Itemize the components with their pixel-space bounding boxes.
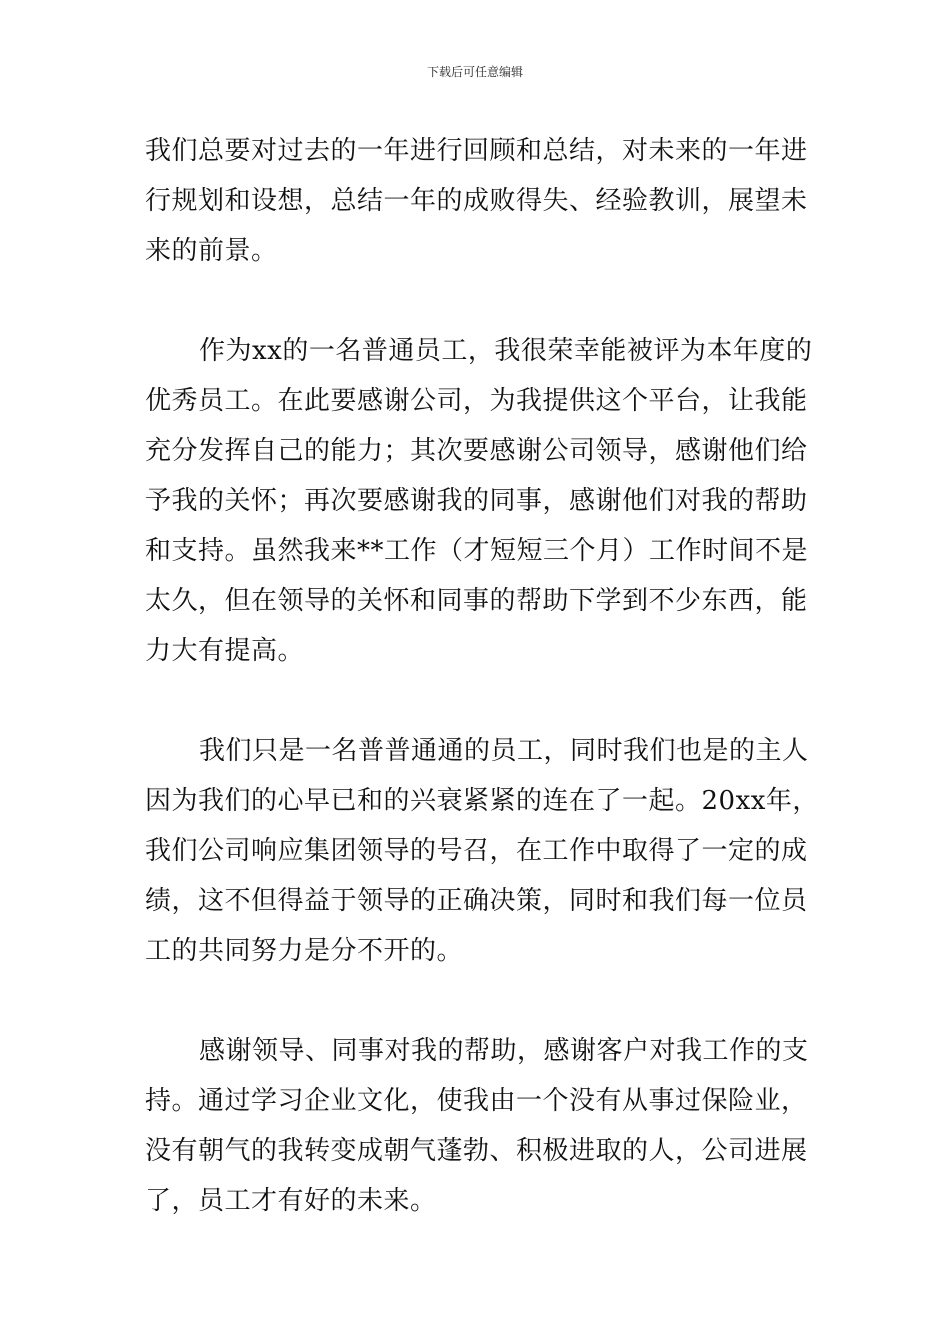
text-line: 予我的关怀；再次要感谢我的同事，感谢他们对我的帮助 [145,486,808,516]
paragraph-spacer [145,976,805,1026]
paragraph-1 [145,126,808,276]
text-line: 没有朝气的我转变成朝气蓬勃、积极进取的人，公司进展 [145,1136,808,1166]
text-line: 感谢领导、同事对我的帮助，感谢客户对我工作的支 [199,1036,809,1066]
text-line: 优秀员工。在此要感谢公司，为我提供这个平台，让我能 [145,386,808,416]
text-line: 行规划和设想，总结一年的成败得失、经验教训，展望未 [145,186,808,216]
page-header: 下载后可任意编辑 [426,65,523,79]
text-line: 力大有提高。 [145,636,305,666]
paragraph-spacer [145,276,805,326]
text-line: 来的前景。 [145,236,278,266]
paragraph-2 [145,326,813,676]
text-line: 工的共同努力是分不开的。 [145,936,464,966]
text-line: 绩，这不但得益于领导的正确决策，同时和我们每一位员 [145,886,808,916]
paragraph-3 [145,726,819,976]
text-line: 我们总要对过去的一年进行回顾和总结，对未来的一年进 [145,136,808,166]
text-line: 了，员工才有好的未来。 [145,1186,437,1216]
text-line: 因为我们的心早已和的兴衰紧紧的连在了一起。20xx年， [145,786,819,816]
paragraph-4 [145,1026,809,1226]
text-line: 和支持。虽然我来**工作（才短短三个月）工作时间不是 [145,536,809,566]
text-line: 持。通过学习企业文化，使我由一个没有从事过保险业， [145,1086,808,1116]
text-line: 充分发挥自己的能力；其次要感谢公司领导，感谢他们给 [145,436,808,466]
text-line: 我们只是一名普普通通的员工，同时我们也是的主人 [199,736,809,766]
paragraph-spacer [145,676,805,726]
text-line: 我们公司响应集团领导的号召，在工作中取得了一定的成 [145,836,808,866]
document-body [145,126,819,1226]
text-line: 作为xx的一名普通员工，我很荣幸能被评为本年度的 [199,336,813,366]
text-line: 太久，但在领导的关怀和同事的帮助下学到不少东西，能 [145,586,808,616]
